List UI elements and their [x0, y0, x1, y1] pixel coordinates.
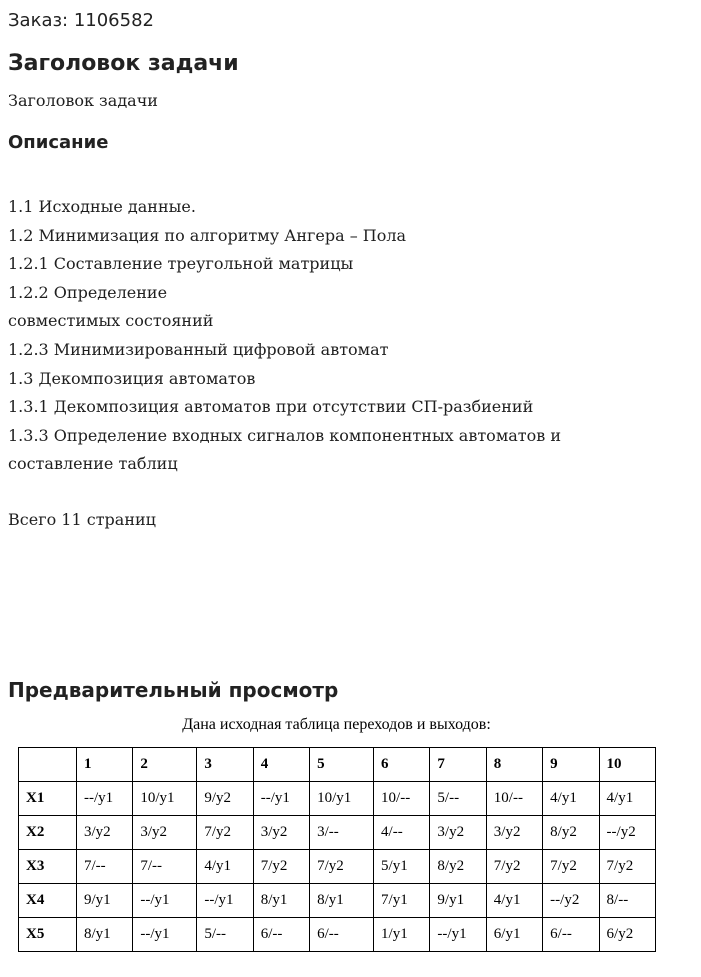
table-row	[19, 850, 656, 884]
table-cell: --/y2	[543, 884, 599, 918]
table-cell: 8/y1	[253, 884, 309, 918]
order-number: Заказ: 1106582	[8, 10, 154, 31]
task-text: Заголовок задачи	[8, 91, 158, 110]
table-row	[19, 782, 656, 816]
column-header: 2	[133, 748, 197, 782]
table-cell: 7/y1	[374, 884, 430, 918]
row-header: X2	[19, 816, 77, 850]
table-cell: 3/y2	[133, 816, 197, 850]
page-count: Всего 11 страниц	[8, 510, 156, 529]
description-item: 1.3.3 Определение входных сигналов компонентных автоматов и	[8, 425, 562, 445]
table-header-row	[19, 748, 656, 782]
table-cell: 4/y1	[197, 850, 253, 884]
table-cell: 3/y2	[430, 816, 486, 850]
column-header: 1	[77, 748, 133, 782]
table-cell: 10/--	[486, 782, 542, 816]
table-cell: 9/y2	[197, 782, 253, 816]
table-cell: 7/y2	[253, 850, 309, 884]
table-cell: 7/y2	[310, 850, 374, 884]
table-cell: 9/y1	[430, 884, 486, 918]
table-cell: 5/--	[430, 782, 486, 816]
table-cell: 3/y2	[486, 816, 542, 850]
column-header: 8	[486, 748, 542, 782]
table-cell: 4/y1	[543, 782, 599, 816]
column-header: 7	[430, 748, 486, 782]
table-cell: 8/y2	[430, 850, 486, 884]
task-heading: Заголовок задачи	[8, 51, 239, 76]
table-row	[19, 918, 656, 952]
description-item: 1.2.1 Составление треугольной матрицы	[8, 254, 354, 274]
table-cell: 8/y1	[77, 918, 133, 952]
table-cell: --/y2	[599, 816, 655, 850]
table-cell: 5/--	[197, 918, 253, 952]
table-cell: 9/y1	[77, 884, 133, 918]
description-item: 1.3 Декомпозиция автоматов	[8, 368, 256, 388]
table-cell: 8/--	[599, 884, 655, 918]
table-cell: 10/y1	[133, 782, 197, 816]
transition-table	[18, 747, 656, 952]
description-item: совместимых состояний	[8, 311, 214, 331]
table-cell: 7/--	[77, 850, 133, 884]
table-cell: 8/y2	[543, 816, 599, 850]
table-cell: 6/y2	[599, 918, 655, 952]
description-item: составление таблиц	[8, 454, 178, 474]
description-item: 1.2 Минимизация по алгоритму Ангера – Пола	[8, 225, 407, 245]
table-cell: 3/y2	[77, 816, 133, 850]
table-cell: 4/--	[374, 816, 430, 850]
table-cell: 3/y2	[253, 816, 309, 850]
row-header: X1	[19, 782, 77, 816]
preview-caption: Дана исходная таблица переходов и выходов:	[182, 716, 491, 733]
table-cell: 6/--	[543, 918, 599, 952]
description-item: 1.2.2 Определение	[8, 282, 168, 302]
column-header: 9	[543, 748, 599, 782]
preview-heading: Предварительный просмотр	[8, 678, 339, 702]
column-header: 3	[197, 748, 253, 782]
table-cell: 7/y2	[197, 816, 253, 850]
table-cell: --/y1	[133, 884, 197, 918]
column-header: 10	[599, 748, 655, 782]
table-cell: 10/y1	[310, 782, 374, 816]
description-item: 1.1 Исходные данные.	[8, 197, 196, 216]
row-header: X5	[19, 918, 77, 952]
row-header: X3	[19, 850, 77, 884]
table-cell: --/y1	[430, 918, 486, 952]
table-cell: 8/y1	[310, 884, 374, 918]
table-cell: 6/y1	[486, 918, 542, 952]
table-cell: 10/--	[374, 782, 430, 816]
description-item: 1.3.1 Декомпозиция автоматов при отсутствии СП-разбиений	[8, 397, 534, 417]
transition-table-body	[19, 748, 656, 952]
table-cell: --/y1	[253, 782, 309, 816]
table-cell: 3/--	[310, 816, 374, 850]
table-cell: 7/y2	[599, 850, 655, 884]
description-item: 1.2.3 Минимизированный цифровой автомат	[8, 339, 389, 359]
table-row	[19, 884, 656, 918]
table-cell: 6/--	[310, 918, 374, 952]
table-cell: --/y1	[77, 782, 133, 816]
description-heading: Описание	[8, 132, 109, 153]
column-header: 5	[310, 748, 374, 782]
table-cell: 7/--	[133, 850, 197, 884]
table-cell: 7/y2	[486, 850, 542, 884]
table-cell: --/y1	[197, 884, 253, 918]
table-row	[19, 816, 656, 850]
table-cell: 7/y2	[543, 850, 599, 884]
table-cell: --/y1	[133, 918, 197, 952]
column-header: 4	[253, 748, 309, 782]
table-corner-cell	[19, 748, 77, 782]
table-cell: 4/y1	[599, 782, 655, 816]
column-header: 6	[374, 748, 430, 782]
description-list	[8, 193, 688, 479]
row-header: X4	[19, 884, 77, 918]
table-cell: 5/y1	[374, 850, 430, 884]
table-cell: 1/y1	[374, 918, 430, 952]
table-cell: 4/y1	[486, 884, 542, 918]
table-cell: 6/--	[253, 918, 309, 952]
